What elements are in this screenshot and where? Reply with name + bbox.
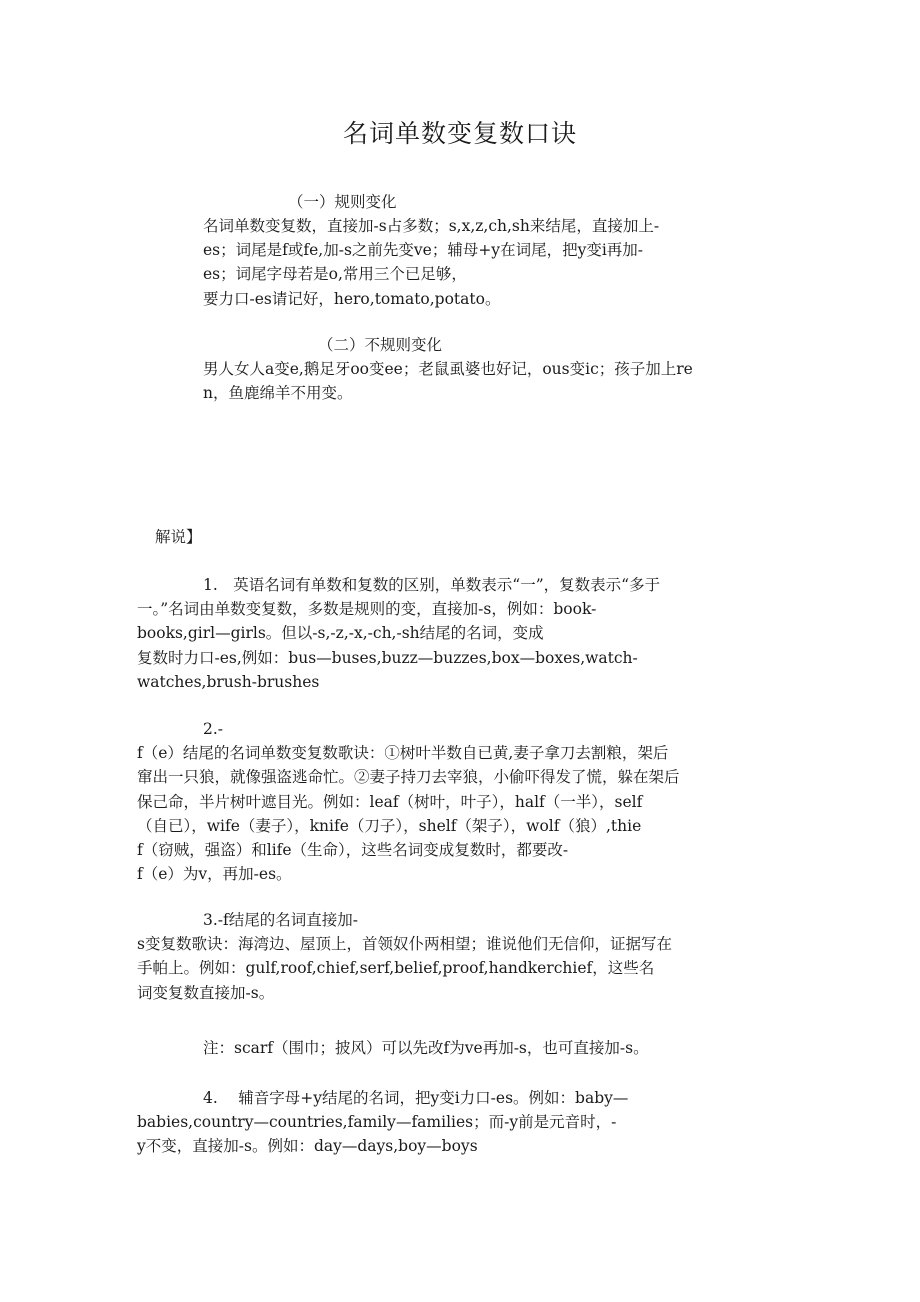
section-regular-body (203, 214, 659, 311)
text-line: 3.-f结尾的名词直接加- (203, 911, 359, 929)
text-line: n，鱼鹿绵羊不用变。 (203, 384, 353, 403)
text-line: 一。”名词由单数变复数，多数是规则的变，直接加-s，例如：book- (137, 600, 597, 619)
text-line: babies,country—countries,family—families；而-y前是元音时，- (137, 1113, 617, 1132)
text-line: 2.- (203, 720, 224, 738)
text-line: 保己命，半片树叶遮目光。例如：leaf（树叶，叶子），half（一半），self (137, 792, 643, 811)
text-line: es；词尾是f或fe,加-s之前先变ve；辅母+y在词尾，把y变i再加- (203, 241, 644, 260)
paragraph-2 (137, 717, 680, 886)
text-line: watches,brush-brushes (137, 672, 320, 691)
text-line: 复数时力口-es,例如：bus—buses,buzz—buzzes,box—boxes,watch- (137, 648, 638, 667)
section-heading-regular: （一）规则变化 (288, 193, 397, 211)
text-line: f（窃贼，强盗）和life（生命），这些名词变成复数时，都要改- (137, 840, 569, 859)
paragraph-1 (137, 573, 660, 694)
section-irregular-body (203, 357, 693, 405)
text-line: f（e）为v，再加-es。 (137, 865, 292, 884)
text-line: y不变，直接加-s。例如：day—days,boy—boys (137, 1137, 478, 1156)
paragraph-4 (137, 1086, 628, 1159)
text-line: 男人女人a变e,鹅足牙oo变ee；老鼠虱婆也好记，ous变ic；孩子加上re (203, 360, 693, 378)
text-line: f（e）结尾的名词单数变复数歌诀：①树叶半数自已黄,妻子拿刀去割粮，架后 (137, 744, 669, 763)
text-line: 4. 辅音字母+y结尾的名词，把y变i力口-es。例如：baby— (203, 1089, 629, 1107)
text-line: s变复数歌诀：海湾边、屋顶上，首领奴仆两相望；谁说他们无信仰，证据写在 (137, 935, 672, 954)
document-title: 名词单数变复数口诀 (342, 119, 577, 148)
text-line: 窜出一只狼，就像强盗逃命忙。②妻子持刀去宰狼，小偷吓得发了慌，躲在架后 (137, 768, 680, 787)
section-heading-irregular: （二）不规则变化 (318, 336, 443, 354)
text-line: 注：scarf（围巾；披风）可以先改f为ve再加-s，也可直接加-s。 (203, 1039, 649, 1057)
text-line: 要力口-es请记好，hero,tomato,potato。 (203, 289, 501, 308)
text-line: books,girl—girls。但以-s,-z,-x,-ch,-sh结尾的名词，变成 (137, 624, 544, 643)
text-line: 词变复数直接加-s。 (137, 983, 275, 1002)
text-line: （自已），wife（妻子），knife（刀子），shelf（架子），wolf（狼）,thie (137, 816, 642, 835)
text-line: es；词尾字母若是o,常用三个已足够， (203, 265, 467, 284)
text-line: 1. 英语名词有单数和复数的区别，单数表示“一”，复数表示“多于 (203, 576, 661, 594)
text-line: 手帕上。例如：gulf,roof,chief,serf,belief,proof,handkerchief，这些名 (137, 959, 655, 978)
explanation-heading: 解说】 (155, 528, 202, 546)
paragraph-3 (137, 908, 672, 1005)
note-paragraph (203, 1036, 649, 1060)
text-line: 名词单数变复数，直接加-s占多数；s,x,z,ch,sh来结尾，直接加上- (203, 217, 660, 235)
